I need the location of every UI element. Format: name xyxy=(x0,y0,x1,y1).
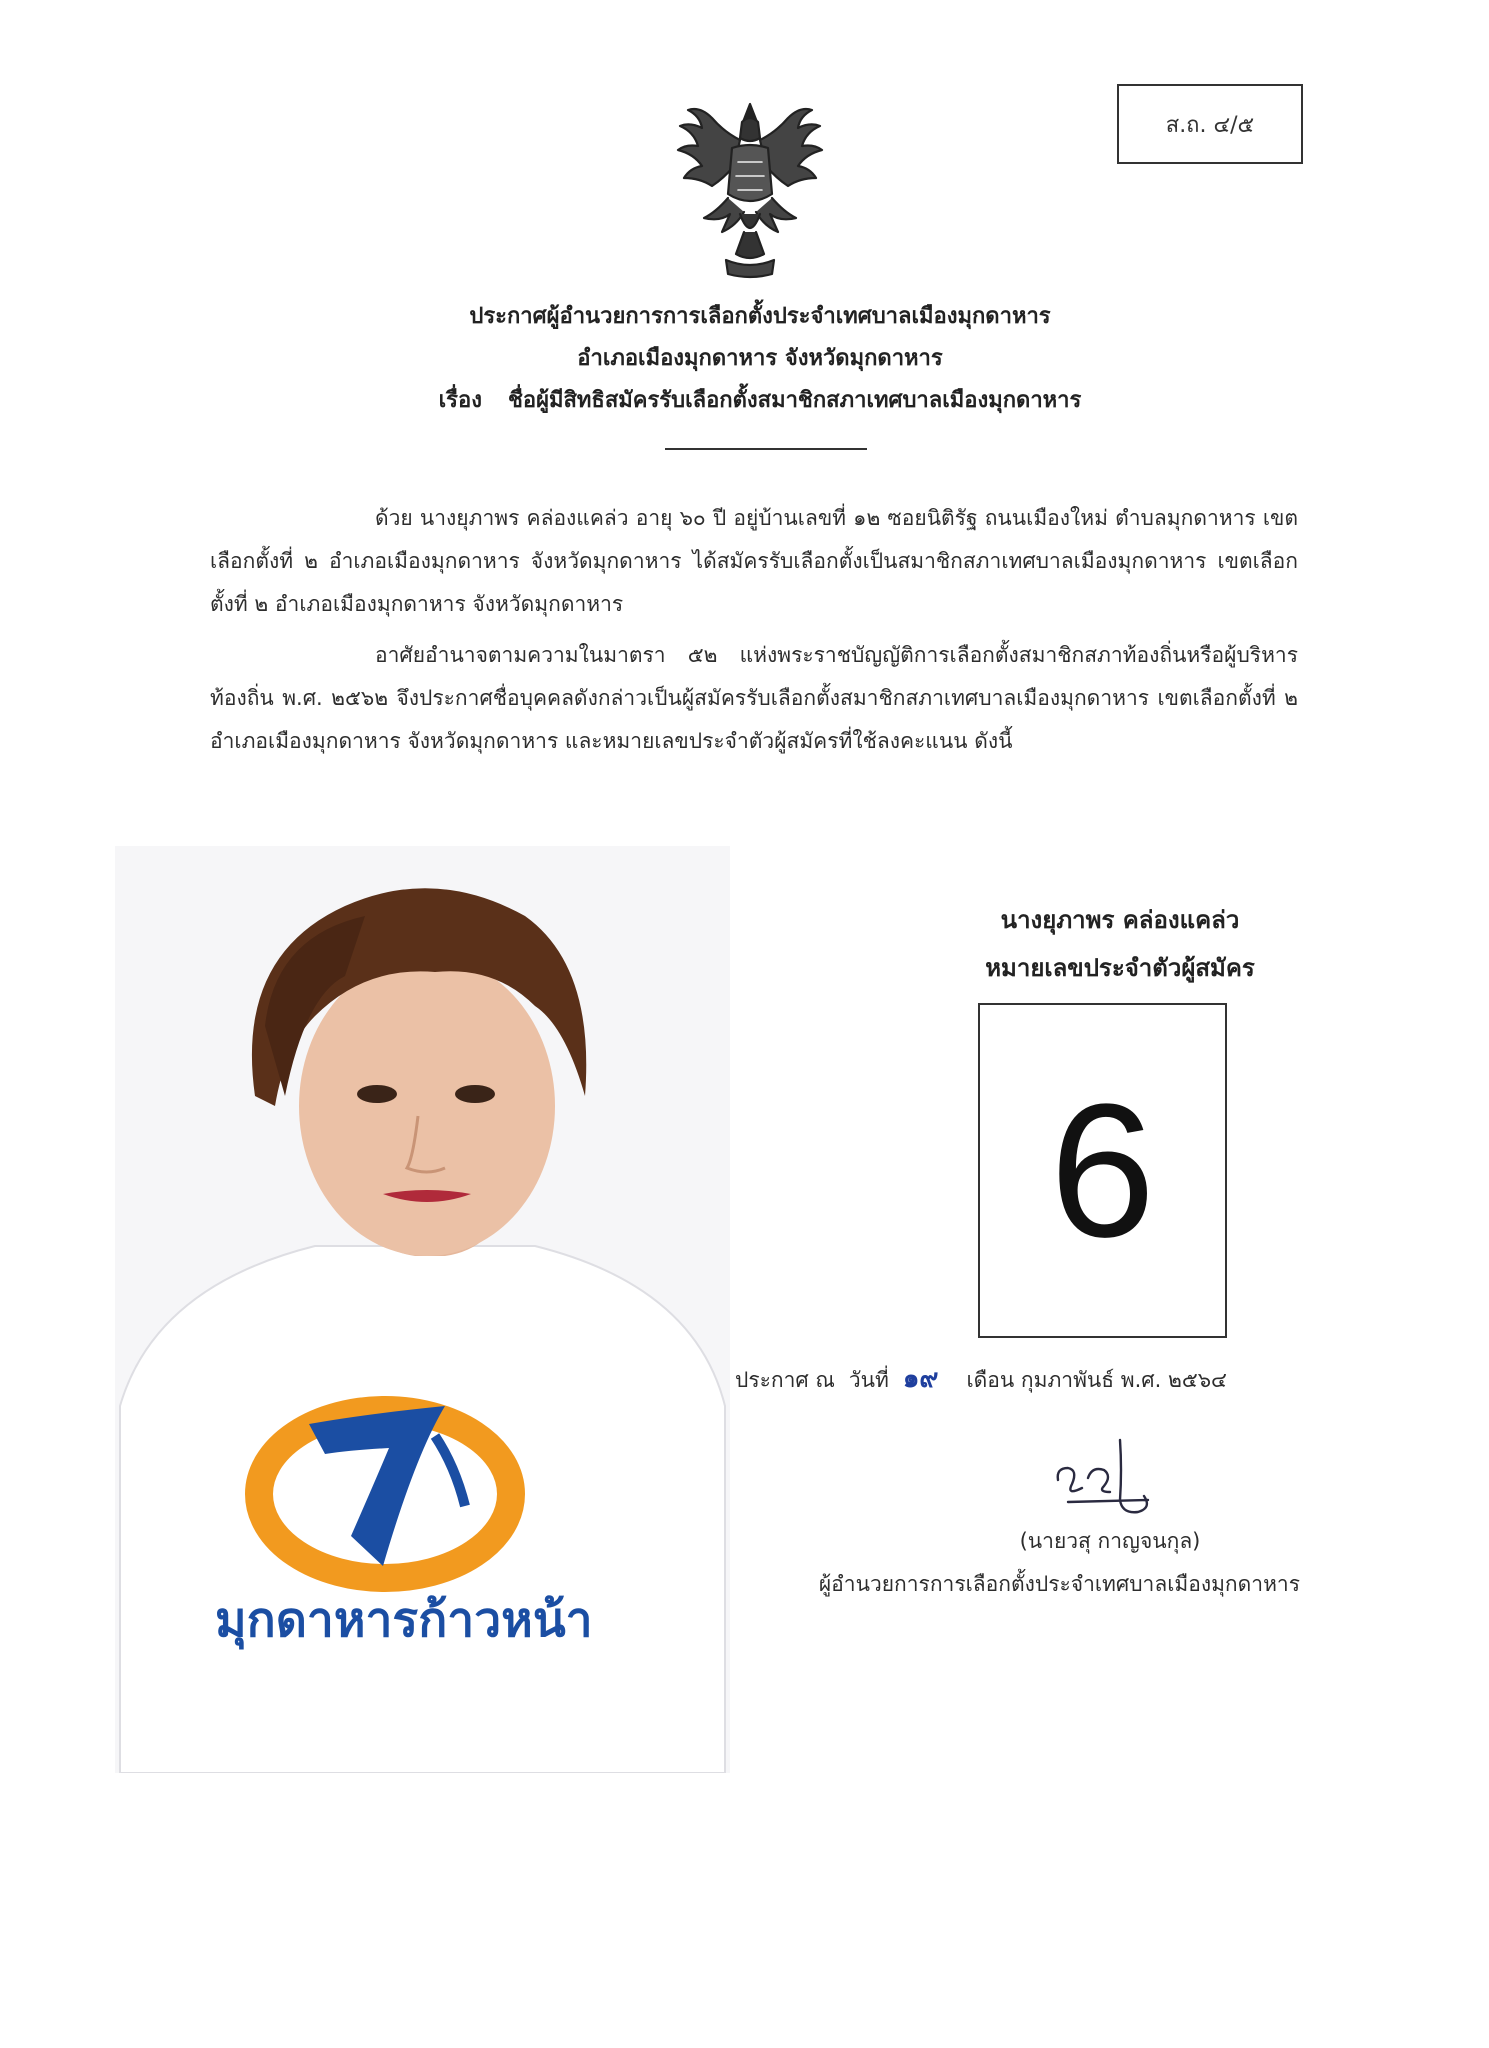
header-line-1: ประกาศผู้อำนวยการการเลือกตั้งประจำเทศบาลเมืองมุกดาหาร xyxy=(469,304,1051,329)
subject-text: ชื่อผู้มีสิทธิสมัครรับเลือกตั้งสมาชิกสภาเทศบาลเมืองมุกดาหาร xyxy=(507,388,1082,413)
subject-label: เรื่อง xyxy=(438,388,482,413)
handwritten-signature-icon xyxy=(1048,1430,1168,1520)
garuda-emblem-icon xyxy=(660,92,840,282)
date-month-year: เดือน กุมภาพันธ์ พ.ศ. ๒๕๖๔ xyxy=(966,1368,1227,1392)
candidate-number-label: หมายเลขประจำตัวผู้สมัคร xyxy=(985,954,1255,982)
header-line-2: อำเภอเมืองมุกดาหาร จังหวัดมุกดาหาร xyxy=(577,346,943,371)
candidate-name: นางยุภาพร คล่องแคล่ว xyxy=(1000,906,1240,934)
candidate-photo xyxy=(115,846,730,1773)
signer-name: (นายวสุ กาญจนกุล) xyxy=(1019,1529,1201,1553)
candidate-number: 6 xyxy=(1049,1064,1156,1277)
body-paragraph-2 xyxy=(210,634,1298,763)
candidate-number-box xyxy=(978,1003,1227,1338)
header-divider xyxy=(665,448,867,450)
date-day-label: วันที่ xyxy=(848,1368,889,1392)
header-subject xyxy=(260,382,1260,417)
date-prefix: ประกาศ ณ xyxy=(735,1368,835,1392)
paragraph-1-text: ด้วย นางยุภาพร คล่องแคล่ว อายุ ๖๐ ปี อยู่บ้านเลขที่ ๑๒ ซอยนิติรัฐ ถนนเมืองใหม่ ตำบลมุกดาหาร เขตเลือกตั้งที่ ๒ อำเภอเมืองมุกดาหาร จังหวัดมุกดาหาร ได้สมัครรับเลือกตั้งเป็นสมาชิกสภาเทศบาลเมืองมุกดาหาร เขตเลือกตั้งที่ ๒ อำเภอเมืองมุกดาหาร จังหวัดมุกดาหาร xyxy=(210,506,1298,616)
document-code: ส.ถ. ๔/๕ xyxy=(1117,84,1303,164)
date-day: ๑๙ xyxy=(902,1364,939,1394)
paragraph-2-text: อาศัยอำนาจตามความในมาตรา ๕๒ แห่งพระราชบัญญัติการเลือกตั้งสมาชิกสภาท้องถิ่นหรือผู้บริหารท้องถิ่น พ.ศ. ๒๕๖๒ จึงประกาศชื่อบุคคลดังกล่าวเป็นผู้สมัครรับเลือกตั้งสมาชิกสภาเทศบาลเมืองมุกดาหาร เขตเลือกตั้งที่ ๒ อำเภอเมืองมุกดาหาร จังหวัดมุกดาหาร และหมายเลขประจำตัวผู้สมัครที่ใช้ลงคะแนน ดังนี้ xyxy=(210,643,1298,753)
body-paragraph-1 xyxy=(210,497,1298,626)
shirt-slogan: มุกดาหารก้าวหน้า xyxy=(215,1592,593,1648)
signer-title: ผู้อำนวยการการเลือกตั้งประจำเทศบาลเมืองมุกดาหาร xyxy=(818,1572,1300,1596)
announcement-date xyxy=(735,1358,1297,1399)
